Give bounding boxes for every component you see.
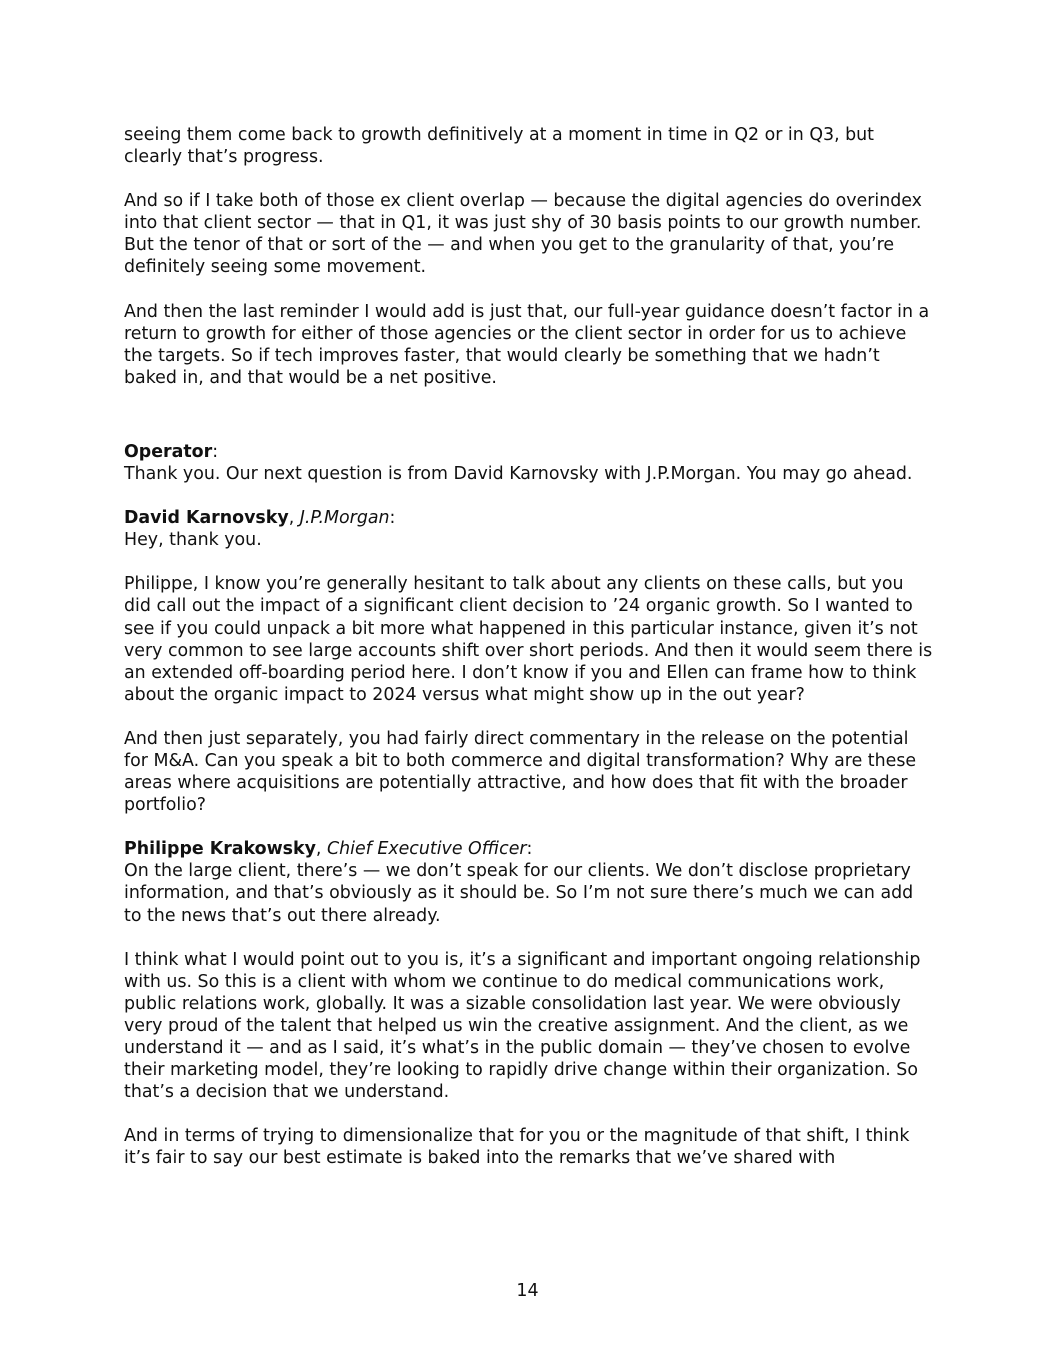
section-spacer — [124, 389, 934, 441]
speaker-heading: Philippe Krakowsky, Chief Executive Officer: — [124, 839, 533, 860]
transcript-paragraph: Hey, thank you. — [124, 530, 262, 551]
page-number: 14 — [516, 1281, 539, 1301]
speaker-block-operator — [124, 441, 934, 485]
speaker-block-philippe-krakowsky — [124, 838, 934, 1169]
transcript-paragraph: And then the last reminder I would add is just that, our full-year guidance doesn’t factor in a return to growth for either of those agencies or the client sector in order for us to achieve the targets. So if tech improves faster, that would clearly be something that we hadn’t baked in, and that would be a net positive. — [124, 301, 930, 388]
transcript-paragraph: And so if I take both of those ex client overlap — because the digital agencies do overindex into that client sector — that in Q1, it was just shy of 30 basis points to our growth number. But the tenor of that or sort of the — and when you get to the granularity of that, you’re definitely seeing some movement. — [124, 191, 922, 278]
speaker-heading: David Karnovsky, J.P.Morgan: — [124, 508, 396, 529]
speaker-block-david-karnovsky — [124, 507, 934, 816]
speaker-name: David Karnovsky — [124, 508, 289, 529]
transcript-paragraph: Philippe, I know you’re generally hesitant to talk about any clients on these calls, but you did call out the impact of a significant client decision to ’24 organic growth. So I wanted to see if you could unpack a bit more what happened in this particular instance, given it’s not very common to see large accounts shift over short periods. And then it would seem there is an extended off-boarding period here. I don’t know if you and Ellen can frame how to think about the organic impact to 2024 versus what might show up in the out year? — [124, 574, 933, 705]
transcript-paragraph: Thank you. Our next question is from David Karnovsky with J.P.Morgan. You may go ahead. — [124, 464, 913, 485]
transcript-page — [124, 124, 934, 1191]
transcript-paragraph: I think what I would point out to you is, it’s a significant and important ongoing relationship with us. So this is a client with whom we continue to do medical communications work, public relations work, globally. It was a sizable consolidation last year. We were obviously very proud of the talent that helped us win the creative assignment. And the client, as we understand it — and as I said, it’s what’s in the public domain — they’ve chosen to evolve their marketing model, they’re looking to rapidly drive change within their organization. So that’s a decision that we understand. — [124, 949, 921, 1103]
speaker-name: Philippe Krakowsky — [124, 839, 316, 860]
speaker-affiliation: J.P.Morgan — [299, 508, 390, 529]
speaker-name: Operator — [124, 441, 213, 462]
speaker-affiliation: Chief Executive Officer — [326, 839, 527, 860]
transcript-paragraph: And then just separately, you had fairly direct commentary in the release on the potential for M&A. Can you speak a bit to both commerce and digital transformation? Why are these areas where acquisitions are potentially attractive, and how does that fit with the broader portfolio? — [124, 728, 917, 816]
transcript-paragraph: And in terms of trying to dimensionalize that for you or the magnitude of that shift, I think it’s fair to say our best estimate is baked into the remarks that we’ve shared with — [124, 1126, 910, 1169]
speaker-heading: Operator: — [124, 441, 219, 462]
transcript-paragraph: On the large client, there’s — we don’t speak for our clients. We don’t disclose proprietary information, and that’s obviously as it should be. So I’m not sure there’s much we can add to the news that’s out there already. — [124, 861, 914, 926]
transcript-paragraph: seeing them come back to growth definitively at a moment in time in Q2 or in Q3, but clearly that’s progress. — [124, 125, 875, 168]
